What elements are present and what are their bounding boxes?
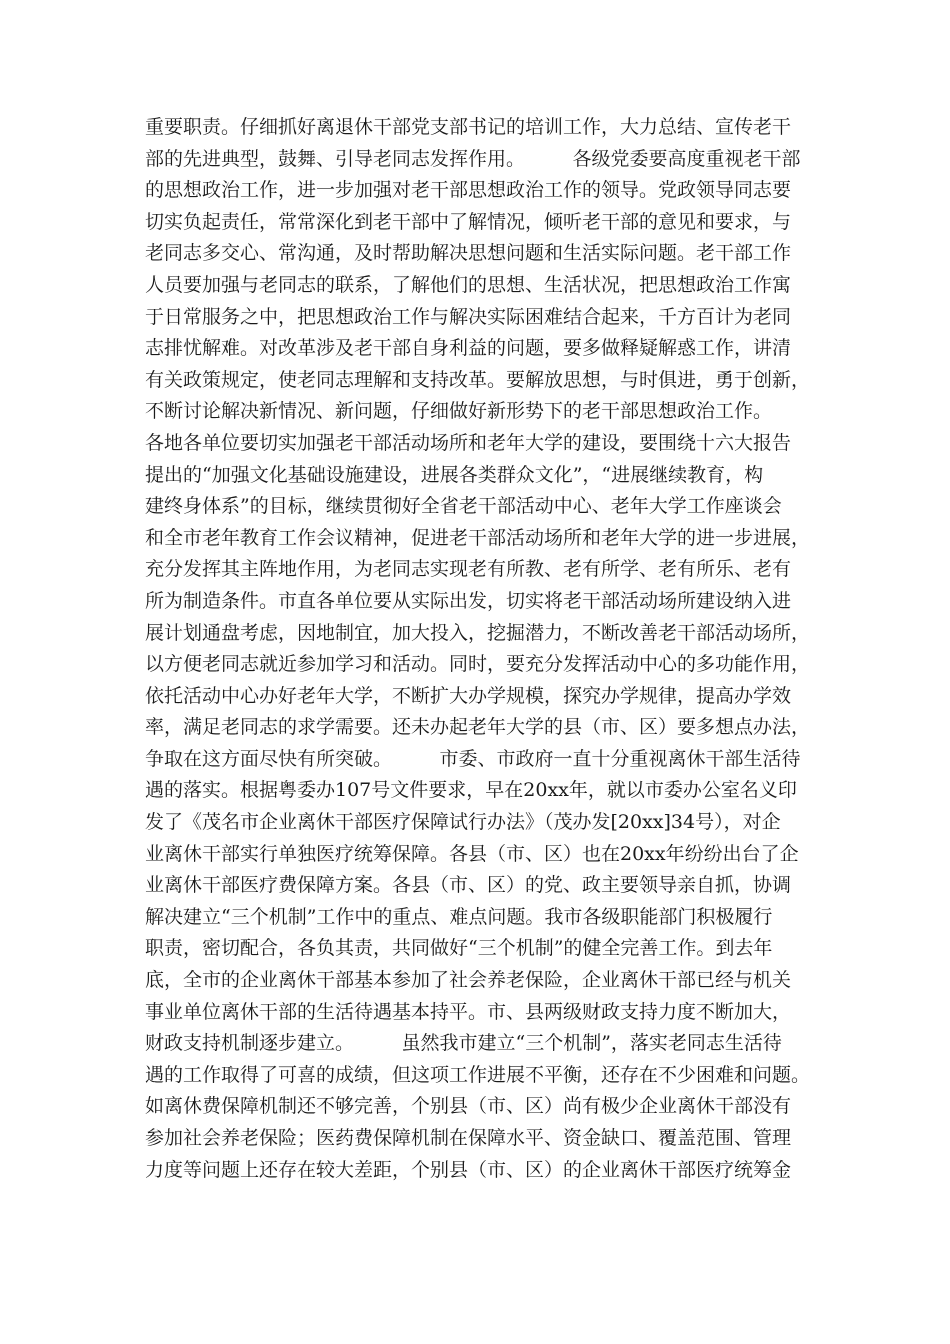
text-line: 展计划通盘考虑，因地制宜，加大投入，挖掘潜力，不断改善老干部活动场所， [145,621,810,644]
text-line: 力度等问题上还存在较大差距，个别县（市、区）的企业离休干部医疗统筹金 [145,1158,792,1181]
text-line: 人员要加强与老同志的联系，了解他们的思想、生活状况，把思想政治工作寓 [145,273,792,296]
text-line: 率，满足老同志的求学需要。还未办起老年大学的县（市、区）要多想点办法， [145,716,810,739]
body-text [145,112,810,1186]
text-line: 解决建立“三个机制”工作中的重点、难点问题。我市各级职能部门积极履行 [145,905,773,928]
text-line: 所为制造条件。市直各单位要从实际出发，切实将老干部活动场所建设纳入进 [145,589,792,612]
text-line: 志排忧解难。对改革涉及老干部自身利益的问题，要多做释疑解惑工作，讲清 [145,337,792,360]
text-line: 参加社会养老保险；医药费保障机制在保障水平、资金缺口、覆盖范围、管理 [145,1127,792,1149]
text-line: 各地各单位要切实加强老干部活动场所和老年大学的建设，要围绕十六大报告 [145,431,792,454]
text-line: 如离休费保障机制还不够完善，个别县（市、区）尚有极少企业离休干部没有 [145,1095,792,1118]
text-line: 以方便老同志就近参加学习和活动。同时，要充分发挥活动中心的多功能作用， [145,653,810,676]
text-line: 的思想政治工作，进一步加强对老干部思想政治工作的领导。党政领导同志要 [145,179,792,202]
text-line: 遇的落实。根据粤委办107号文件要求，早在20xx年，就以市委办公室名义印 [145,779,797,802]
text-line: 发了《茂名市企业离休干部医疗保障试行办法》（茂办发[20xx]34号），对企 [145,811,781,834]
text-line: 有关政策规定，使老同志理解和支持改革。要解放思想，与时俱进，勇于创新， [145,368,810,391]
text-line: 部的先进典型，鼓舞、引导老同志发挥作用。 各级党委要高度重视老干部 [145,147,801,170]
text-line: 不断讨论解决新情况、新问题，仔细做好新形势下的老干部思想政治工作。 [145,400,773,423]
text-line: 职责，密切配合，各负其责，共同做好“三个机制”的健全完善工作。到去年 [145,937,773,960]
text-line: 遇的工作取得了可喜的成绩，但这项工作进展不平衡，还存在不少困难和问题。 [145,1063,810,1086]
text-line: 于日常服务之中，把思想政治工作与解决实际困难结合起来，千方百计为老同 [145,305,792,328]
text-line: 重要职责。仔细抓好离退休干部党支部书记的培训工作，大力总结、宣传老干 [145,116,792,138]
text-line: 业离休干部实行单独医疗统筹保障。各县（市、区）也在20xx年纷纷出台了企 [145,842,799,865]
text-line: 和全市老年教育工作会议精神，促进老干部活动场所和老年大学的进一步进展， [145,526,810,549]
text-line: 依托活动中心办好老年大学，不断扩大办学规模，探究办学规律，提高办学效 [145,684,792,707]
text-line: 事业单位离休干部的生活待遇基本持平。市、县两级财政支持力度不断加大， [145,1000,792,1023]
text-line: 底，全市的企业离休干部基本参加了社会养老保险，企业离休干部已经与机关 [145,969,792,992]
text-line: 切实负起责任，常常深化到老干部中了解情况，倾听老干部的意见和要求，与 [145,210,792,233]
text-line: 争取在这方面尽快有所突破。 市委、市政府一直十分重视离休干部生活待 [145,747,801,770]
text-line: 业离休干部医疗费保障方案。各县（市、区）的党、政主要领导亲自抓，协调 [145,874,792,897]
text-line: 老同志多交心、常沟通，及时帮助解决思想问题和生活实际问题。老干部工作 [145,242,792,265]
text-line: 财政支持机制逐步建立。 虽然我市建立“三个机制”，落实老同志生活待 [145,1032,782,1055]
text-line: 建终身体系”的目标，继续贯彻好全省老干部活动中心、老年大学工作座谈会 [145,495,782,518]
text-line: 提出的“加强文化基础设施建设，进展各类群众文化”，“进展继续教育，构 [145,463,764,486]
text-line: 充分发挥其主阵地作用，为老同志实现老有所教、老有所学、老有所乐、老有 [145,558,792,581]
